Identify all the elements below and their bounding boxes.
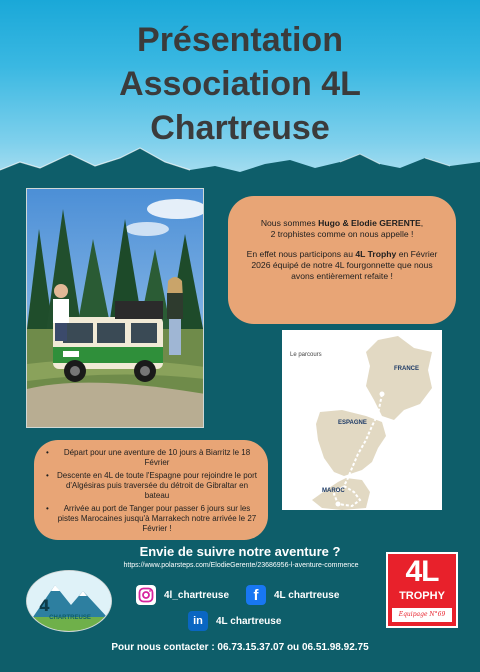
map-label-espagne: ESPAGNE	[338, 420, 367, 426]
4l-trophy-badge	[386, 552, 458, 628]
chartreuse-logo	[26, 570, 112, 632]
itinerary-item: • Arrivée au port de Tanger pour passer 6 jours sur les pistes Marocaines jusqu'à Marrakech notre arrivée le 27 Février !	[44, 504, 258, 534]
intro-names: Hugo & Elodie GERENTE	[318, 218, 421, 228]
linkedin-handle: 4L chartreuse	[216, 615, 282, 627]
linkedin-link[interactable]	[188, 611, 281, 631]
contact-line: Pour nous contacter : 06.73.15.37.07 ou 06.51.98.92.75	[111, 642, 369, 653]
instagram-icon	[136, 585, 156, 605]
itinerary-bubble	[34, 440, 268, 540]
title-line-2: Association 4L	[119, 65, 361, 103]
facebook-link[interactable]	[246, 585, 339, 605]
itinerary-list	[44, 448, 258, 534]
map-label-maroc: MAROC	[322, 488, 345, 494]
intro-text: ,	[420, 218, 424, 228]
route-map	[282, 330, 442, 510]
team-photo-illustration	[27, 189, 204, 428]
intro-text: En effet nous participons au	[246, 249, 356, 259]
logo-mountains-icon	[27, 571, 112, 632]
itinerary-item: • Descente en 4L de toute l'Espagne pour rejoindre le port d'Algésiras puis traversée du détroit de Gibraltar en bateau	[44, 471, 258, 501]
facebook-handle: 4L chartreuse	[274, 589, 340, 601]
polarsteps-link[interactable]: https://www.polarsteps.com/ElodieGerente/23686956-l-aventure-commence	[123, 562, 359, 569]
trophy-4l-text: 4L	[405, 555, 439, 588]
instagram-handle: 4l_chartreuse	[164, 589, 230, 601]
page-title	[0, 18, 480, 150]
intro-bubble	[228, 196, 456, 324]
intro-text: Nous sommes	[260, 218, 319, 228]
trophy-team-number: Equipage N°69	[392, 608, 452, 622]
intro-text: 2 trophistes comme on nous appelle !	[270, 229, 414, 239]
linkedin-icon: in	[188, 611, 208, 631]
intro-paragraph-1	[240, 218, 444, 240]
facebook-icon: f	[246, 585, 266, 605]
instagram-link[interactable]	[136, 585, 229, 605]
team-photo	[26, 188, 204, 428]
intro-text: en Février 2026 équipé de notre 4L fourgonnette que nous avons entièrement refaite !	[251, 249, 438, 281]
intro-paragraph-2	[240, 249, 444, 282]
title-line-3: Chartreuse	[150, 109, 330, 147]
trophy-word: TROPHY	[399, 590, 445, 602]
logo-text: CHARTREUSE	[49, 615, 91, 621]
itinerary-item: • Départ pour une aventure de 10 jours à Biarritz le 18 Février	[44, 448, 258, 468]
title-line-1: Présentation	[137, 21, 343, 59]
map-label-france: FRANCE	[394, 366, 419, 372]
svg-text:4: 4	[39, 596, 51, 615]
follow-heading: Envie de suivre notre aventure ?	[139, 544, 341, 559]
intro-brand: 4L Trophy	[355, 249, 397, 259]
map-title: Le parcours	[290, 352, 322, 358]
